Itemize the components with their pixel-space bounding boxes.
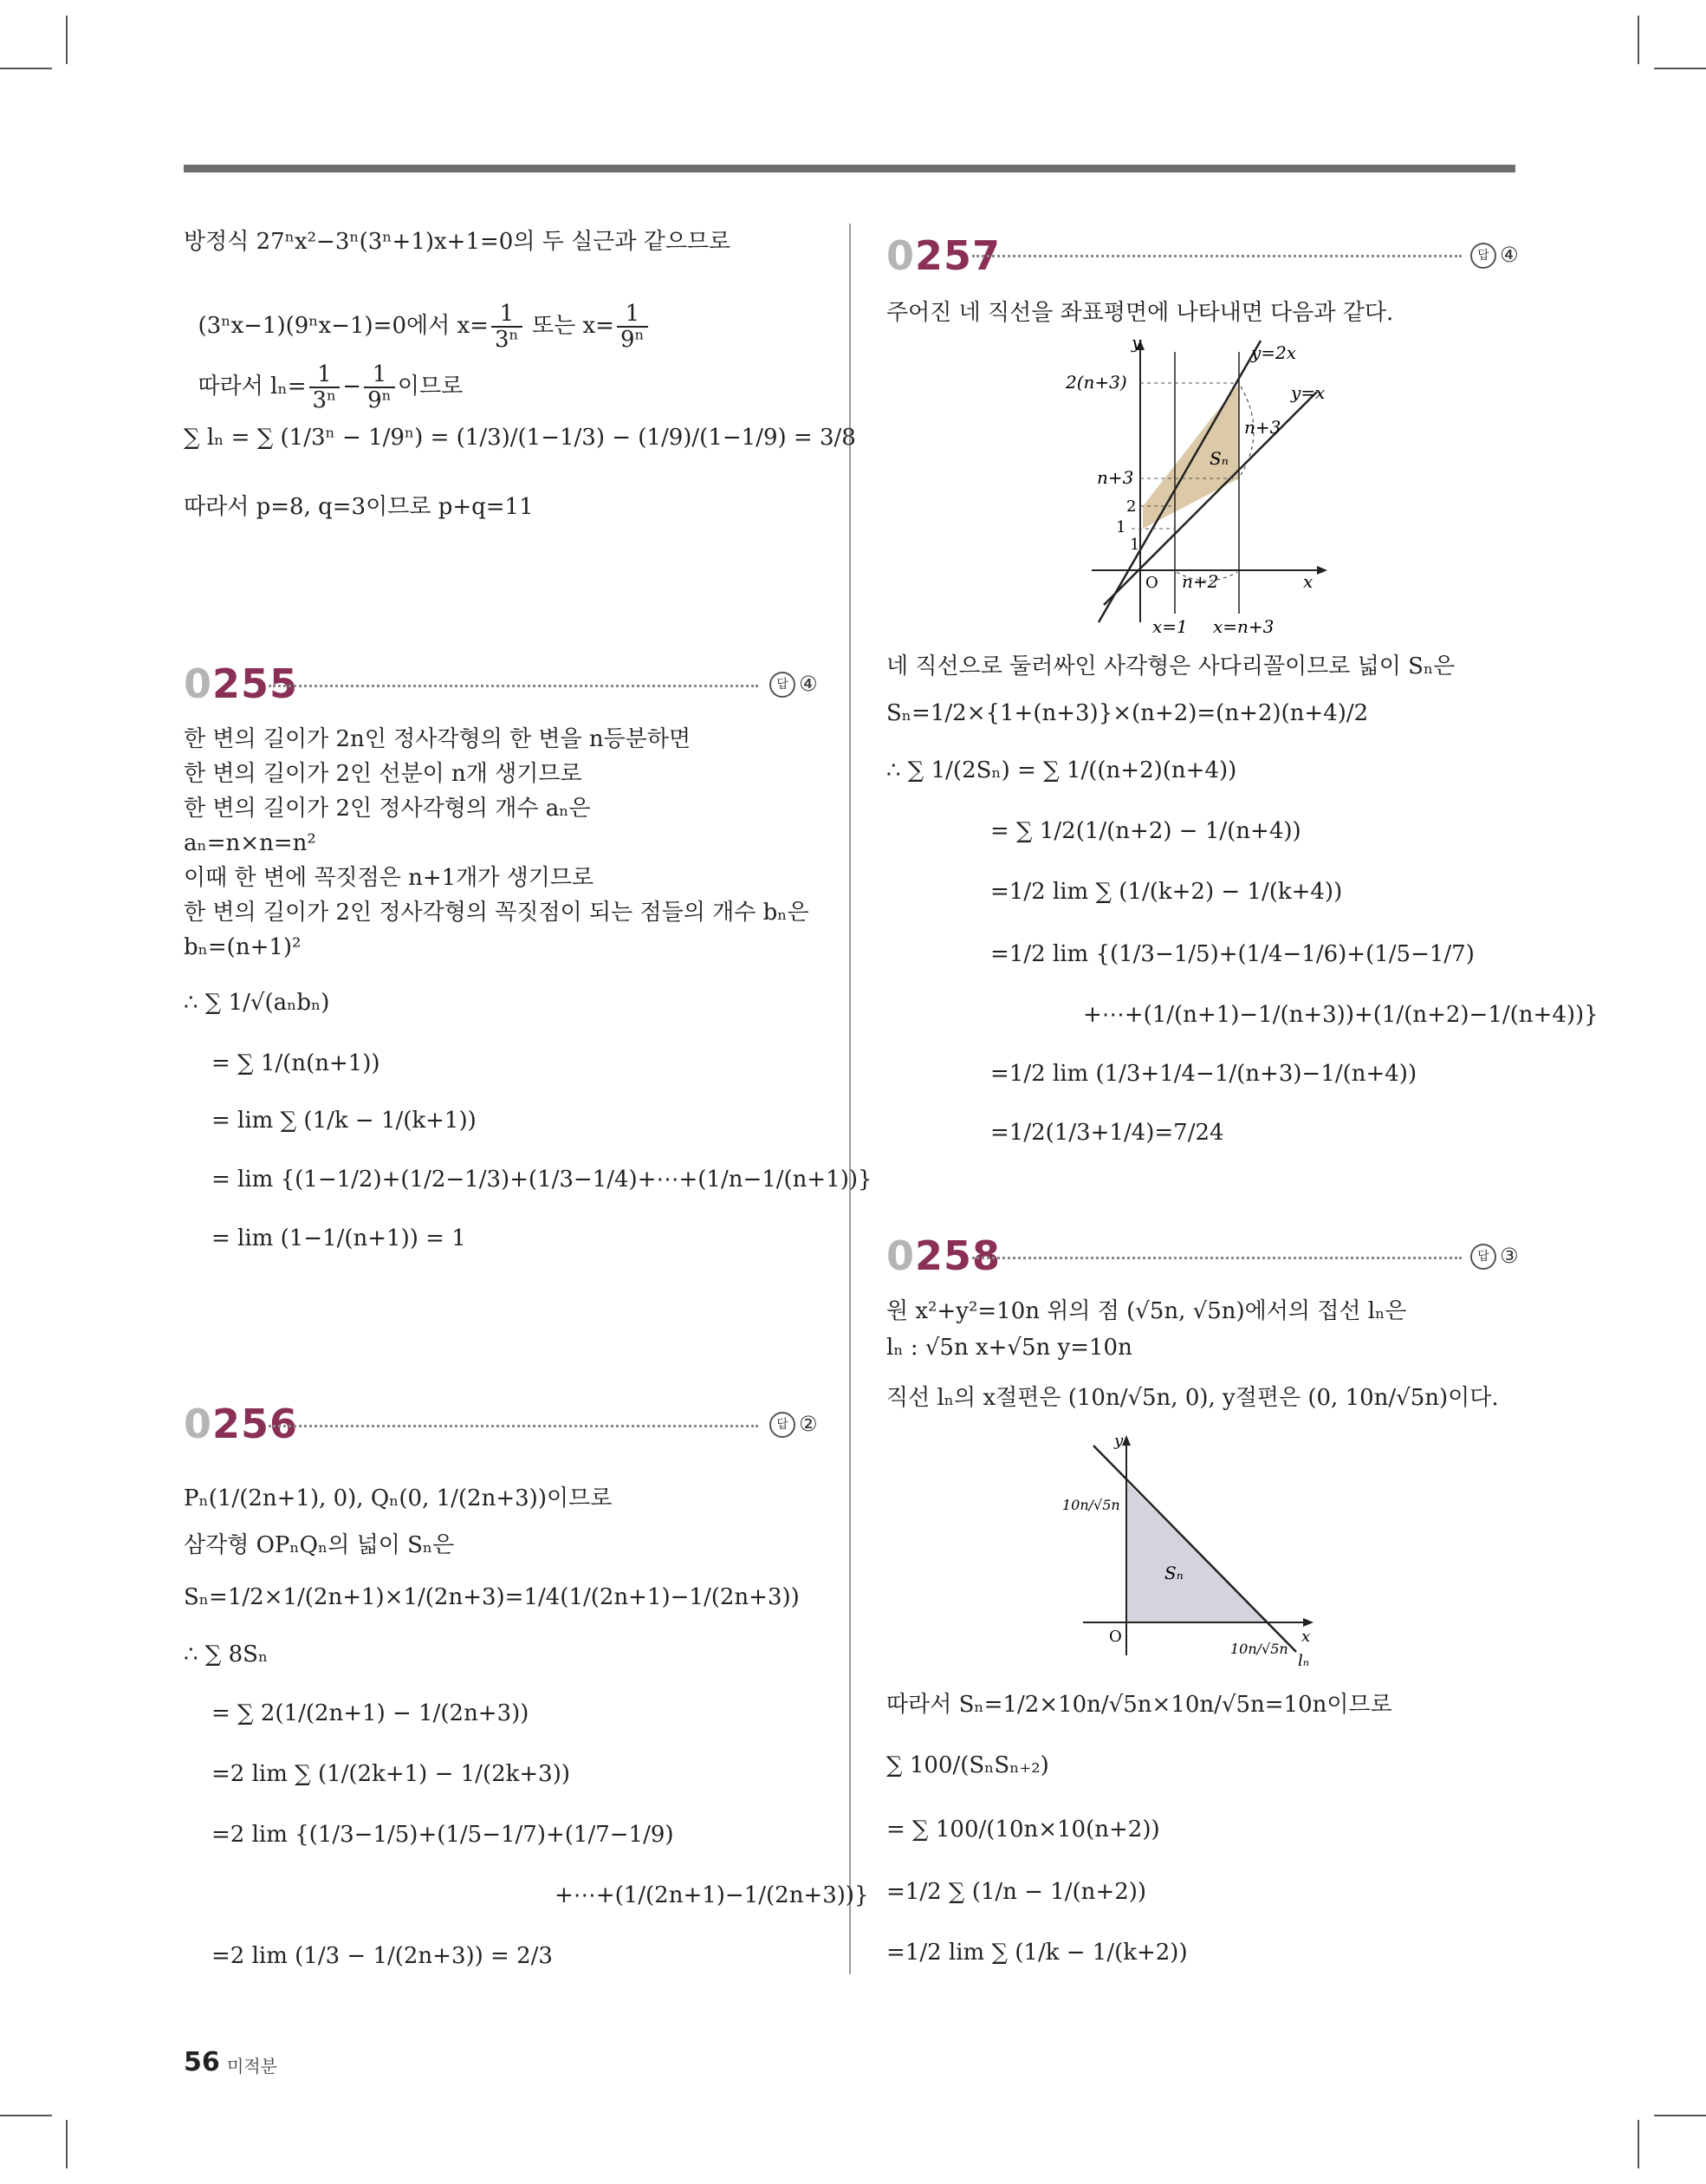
crop-mark — [1638, 16, 1639, 64]
p258-line2: lₙ : √5n x+√5n y=10n — [886, 1335, 1132, 1361]
p257-line3: Sₙ=1/2×{1+(n+3)}×(n+2)=(n+2)(n+4)/2 — [886, 700, 1369, 726]
p256-line9: =2 lim (1/3 − 1/(2n+3)) = 2/3 — [211, 1943, 553, 1969]
p255-line2: 한 변의 길이가 2인 선분이 n개 생기므로 — [184, 761, 582, 787]
header-rule — [184, 165, 1515, 172]
p256-line1: Pₙ(1/(2n+1), 0), Qₙ(0, 1/(2n+3))이므로 — [184, 1485, 613, 1511]
p258-line7: =1/2 ∑ (1/n − 1/(n+2)) — [886, 1879, 1147, 1905]
graph-label-n3v: n+3 — [1244, 417, 1281, 438]
p256-line7: =2 lim {(1/3−1/5)+(1/5−1/7)+(1/7−1/9) — [211, 1822, 674, 1848]
header-dots — [269, 1425, 758, 1427]
graph-tick-1: 1 — [1116, 518, 1126, 536]
p257-line2: 네 직선으로 둘러싸인 사각형은 사다리꼴이므로 넓이 Sₙ은 — [886, 653, 1456, 679]
graph-label-n2: n+2 — [1182, 571, 1219, 592]
p254-line1: 방정식 27ⁿx²−3ⁿ(3ⁿ+1)x+1=0의 두 실근과 같으므로 — [184, 229, 731, 255]
answer-255: 답 ④ — [769, 672, 818, 698]
p258-line1: 원 x²+y²=10n 위의 점 (√5n, √5n)에서의 접선 lₙ은 — [886, 1298, 1407, 1324]
p258-line6: = ∑ 100/(10n×10(n+2)) — [886, 1817, 1160, 1843]
graph-label-2x: y=2x — [1251, 342, 1297, 363]
graph-label-y: y — [1114, 1432, 1124, 1450]
p255-line12: = lim (1−1/(n+1)) = 1 — [211, 1225, 466, 1251]
p255-line5: 이때 한 변에 꼭짓점은 n+1개가 생기므로 — [184, 865, 594, 891]
graph-label-x1: x=1 — [1152, 616, 1188, 637]
crop-mark — [0, 2115, 52, 2116]
header-dots — [972, 255, 1462, 257]
answer-258: 답 ③ — [1470, 1244, 1519, 1270]
crop-mark — [66, 2120, 68, 2168]
p254-line2: (3ⁿx−1)(9ⁿx−1)=0에서 x= $\frac{1}{\text{3ⁿ}}$ 또는 x= $\frac{1}{\text{9ⁿ}}$ — [184, 272, 651, 352]
graph-tick-n3: n+3 — [1097, 467, 1134, 488]
x-arrow — [1303, 1618, 1314, 1627]
p254-line3: 따라서 lₙ= $\frac{1}{\text{3ⁿ}}$ − $\frac{1}{\text{9ⁿ}}$ 이므로 — [198, 361, 464, 413]
answer-257: 답 ④ — [1470, 243, 1519, 269]
p256-line4: ∴ ∑ 8Sₙ — [184, 1641, 269, 1667]
graph-label-sn: Sₙ — [1210, 448, 1229, 469]
graph-tick-1b: 1 — [1130, 536, 1140, 554]
p257-line10: =1/2(1/3+1/4)=7/24 — [990, 1120, 1224, 1146]
p255-line6: 한 변의 길이가 2인 정사각형의 꼭짓점이 되는 점들의 개수 bₙ은 — [184, 900, 809, 926]
problem-number-256: 0256 — [184, 1401, 299, 1447]
problem-number-258: 0258 — [886, 1232, 1002, 1279]
crop-mark — [1638, 2120, 1639, 2168]
graph-label-yint: 10n/√5n — [1062, 1497, 1120, 1513]
graph-label-xint: 10n/√5n — [1230, 1641, 1288, 1657]
p255-line4: aₙ=n×n=n² — [184, 830, 316, 856]
crop-mark — [0, 68, 52, 69]
p258-line5: ∑ 100/(SₙSₙ₊₂) — [886, 1752, 1049, 1778]
crop-mark — [1654, 68, 1706, 69]
graph-tick-2n3: 2(n+3) — [1066, 372, 1127, 393]
p255-line1: 한 변의 길이가 2n인 정사각형의 한 변을 n등분하면 — [184, 726, 691, 752]
p256-line2: 삼각형 OPₙQₙ의 넓이 Sₙ은 — [184, 1532, 455, 1558]
p257-line6: =1/2 lim ∑ (1/(k+2) − 1/(k+4)) — [990, 879, 1343, 905]
p258-line4: 따라서 Sₙ=1/2×10n/√5n×10n/√5n=10n이므로 — [886, 1692, 1392, 1718]
p257-line8: +⋯+(1/(n+1)−1/(n+3))+(1/(n+2)−1/(n+4))} — [1083, 1002, 1599, 1028]
p255-line9: = ∑ 1/(n(n+1)) — [211, 1050, 380, 1076]
tangent-graph — [1062, 1430, 1334, 1673]
graph-tick-2: 2 — [1126, 497, 1137, 516]
p254-line4: ∑ lₙ = ∑ (1/3ⁿ − 1/9ⁿ) = (1/3)/(1−1/3) − (1/9)/(1−1/9) = 3/8 — [184, 425, 856, 451]
p256-line8: +⋯+(1/(2n+1)−1/(2n+3))} — [555, 1882, 869, 1908]
graph-label-origin: O — [1145, 574, 1158, 592]
graph-label-x-line: y=x — [1291, 382, 1326, 403]
subject-label: 미적분 — [227, 2056, 277, 2077]
p255-line3: 한 변의 길이가 2인 정사각형의 개수 aₙ은 — [184, 796, 591, 822]
p257-line5: = ∑ 1/2(1/(n+2) − 1/(n+4)) — [990, 818, 1301, 844]
p257-line9: =1/2 lim (1/3+1/4−1/(n+3)−1/(n+4)) — [990, 1061, 1417, 1087]
graph-label-y: y — [1132, 332, 1142, 353]
p254-line5: 따라서 p=8, q=3이므로 p+q=11 — [184, 494, 534, 520]
problem-number-255: 0255 — [184, 660, 299, 707]
p257-line1: 주어진 네 직선을 좌표평면에 나타내면 다음과 같다. — [886, 300, 1394, 326]
graph-label-origin: O — [1109, 1628, 1122, 1646]
p255-line7: bₙ=(n+1)² — [184, 934, 302, 960]
graph-label-ln: lₙ — [1298, 1652, 1310, 1670]
crop-mark — [66, 16, 68, 64]
graph-label-sn: Sₙ — [1164, 1563, 1184, 1583]
graph-label-x: x — [1301, 1628, 1311, 1646]
p255-line10: = lim ∑ (1/k − 1/(k+1)) — [211, 1108, 477, 1134]
trapezoid-graph — [1048, 332, 1412, 640]
p256-line6: =2 lim ∑ (1/(2k+1) − 1/(2k+3)) — [211, 1761, 570, 1787]
header-dots — [972, 1257, 1462, 1259]
p258-line3: 직선 lₙ의 x절편은 (10n/√5n, 0), y절편은 (0, 10n/√5n)이다. — [886, 1385, 1499, 1411]
p258-line8: =1/2 lim ∑ (1/k − 1/(k+2)) — [886, 1940, 1188, 1966]
p256-line5: = ∑ 2(1/(2n+1) − 1/(2n+3)) — [211, 1700, 529, 1726]
p255-line8: ∴ ∑ 1/√(aₙbₙ) — [184, 990, 330, 1016]
p257-line7: =1/2 lim {(1/3−1/5)+(1/4−1/6)+(1/5−1/7) — [990, 941, 1475, 967]
x-arrow — [1317, 566, 1327, 575]
problem-number-257: 0257 — [886, 232, 1002, 279]
header-dots — [269, 685, 758, 687]
graph-label-x: x — [1303, 571, 1314, 592]
column-separator — [849, 224, 851, 1974]
page-number: 56 — [184, 2047, 220, 2077]
p255-line11: = lim {(1−1/2)+(1/2−1/3)+(1/3−1/4)+⋯+(1/n−1/(n+1))} — [211, 1167, 872, 1193]
p257-line4: ∴ ∑ 1/(2Sₙ) = ∑ 1/((n+2)(n+4)) — [886, 757, 1237, 783]
p256-line3: Sₙ=1/2×1/(2n+1)×1/(2n+3)=1/4(1/(2n+1)−1/(2n+3)) — [184, 1584, 800, 1610]
graph-label-xn3: x=n+3 — [1213, 616, 1275, 637]
answer-256: 답 ② — [769, 1412, 818, 1438]
crop-mark — [1654, 2115, 1706, 2116]
y-arrow — [1122, 1435, 1131, 1446]
